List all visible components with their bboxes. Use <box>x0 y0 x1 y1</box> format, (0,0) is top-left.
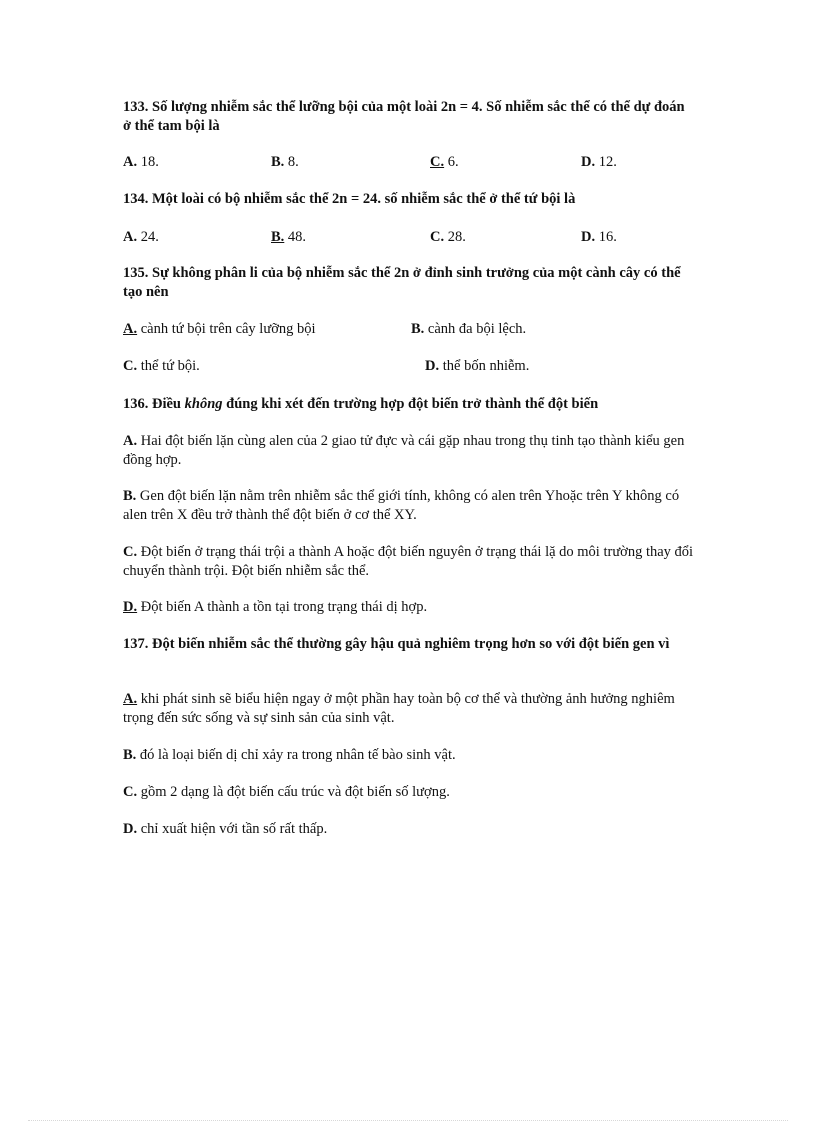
q137-option-d <box>123 820 695 839</box>
option-label: A. <box>123 433 138 449</box>
option-text: thể bốn nhiễm. <box>439 358 530 374</box>
option-text: gồm 2 dạng là đột biến cấu trúc và đột biến số lượng. <box>137 784 450 800</box>
option-text: 16. <box>595 229 617 245</box>
option-text: Hai đột biến lặn cùng alen của 2 giao tử đực và cái gặp nhau trong thụ tinh tạo thành kiểu gen đồng hợp. <box>123 433 685 468</box>
question-133-stem: 133. Số lượng nhiễm sắc thể lưỡng bội của một loài 2n = 4. Số nhiễm sắc thể có thể dự đoán ở thể tam bội là <box>123 99 685 134</box>
option-text: Đột biến ở trạng thái trội a thành A hoặc đột biến nguyên ở trạng thái lặ do môi trường thay đổi chuyển thành trội. Đột biến nhiễm sắc thể. <box>123 544 694 579</box>
option-text: 48. <box>284 229 307 245</box>
q136-option-d-answer <box>123 598 695 617</box>
option-text: 8. <box>284 154 299 170</box>
option-label: C. <box>430 229 445 245</box>
option-text: chỉ xuất hiện với tần số rất thấp. <box>137 821 328 837</box>
q137-option-b <box>123 746 695 765</box>
option-label: B. <box>123 488 137 504</box>
q137-option-a-answer <box>123 690 695 728</box>
option-label: D. <box>581 229 596 245</box>
q134-option-c <box>430 228 466 247</box>
q133-option-a <box>123 153 159 172</box>
option-text: 24. <box>137 229 159 245</box>
stem-emphasis: không <box>184 396 223 412</box>
option-label-answer: A. <box>123 691 138 707</box>
q133-option-b <box>271 153 299 172</box>
q133-option-d <box>581 153 617 172</box>
option-text: đó là loại biến dị chỉ xảy ra trong nhân tế bào sinh vật. <box>136 747 456 763</box>
page-bottom-rule <box>28 1120 788 1121</box>
option-label: A. <box>123 154 138 170</box>
option-label: D. <box>123 821 138 837</box>
option-label: C. <box>123 358 138 374</box>
stem-text: đúng khi xét đến trường hợp đột biến trở thành thể đột biến <box>222 396 599 412</box>
option-label-answer: D. <box>123 599 138 615</box>
option-label: A. <box>123 229 138 245</box>
option-label-answer: C. <box>430 154 445 170</box>
question-134-stem: 134. Một loài có bộ nhiễm sắc thể 2n = 24. số nhiễm sắc thể ở thể tứ bội là <box>123 191 576 207</box>
option-text: 12. <box>595 154 617 170</box>
option-text: Gen đột biến lặn nằm trên nhiễm sắc thể giới tính, không có alen trên Yhoặc trên Y không có alen trên X đều trở thành thể đột biến ở cơ thể XY. <box>123 488 680 523</box>
option-text: 18. <box>137 154 159 170</box>
option-label: D. <box>581 154 596 170</box>
option-text: cành đa bội lệch. <box>424 321 527 337</box>
option-text: cành tứ bội trên cây lưỡng bội <box>137 321 316 337</box>
q136-option-a <box>123 432 695 470</box>
q134-option-a <box>123 228 159 247</box>
q134-option-d <box>581 228 617 247</box>
stem-text: 136. Điều <box>123 396 185 412</box>
option-label: B. <box>271 154 285 170</box>
q133-option-c-answer <box>430 153 459 172</box>
q135-option-b <box>411 320 526 339</box>
q136-option-c <box>123 543 695 581</box>
question-137-stem: 137. Đột biến nhiễm sắc thể thường gây hậu quả nghiêm trọng hơn so với đột biến gen vì <box>123 636 670 652</box>
q135-option-c <box>123 357 200 376</box>
option-label: C. <box>123 784 138 800</box>
option-text: 28. <box>444 229 466 245</box>
q134-option-b-answer <box>271 228 306 247</box>
option-label-answer: A. <box>123 321 138 337</box>
q135-option-a-answer <box>123 320 316 339</box>
question-136-stem <box>123 395 693 414</box>
option-label: B. <box>411 321 425 337</box>
option-text: thể tứ bội. <box>137 358 200 374</box>
option-label-answer: B. <box>271 229 285 245</box>
option-label: C. <box>123 544 138 560</box>
option-label: B. <box>123 747 137 763</box>
option-text: 6. <box>444 154 459 170</box>
q136-option-b <box>123 487 695 525</box>
option-label: D. <box>425 358 440 374</box>
q135-option-d <box>425 357 529 376</box>
question-135-stem: 135. Sự không phân li của bộ nhiễm sắc thể 2n ở đỉnh sinh trưởng của một cành cây có thể tạo nên <box>123 265 681 300</box>
option-text: khi phát sinh sẽ biểu hiện ngay ở một phần hay toàn bộ cơ thể và thường ảnh hưởng nghiêm trọng đến sức sống và sự sinh sản của sinh vật. <box>123 691 675 726</box>
q137-option-c <box>123 783 695 802</box>
option-text: Đột biến A thành a tồn tại trong trạng thái dị hợp. <box>137 599 428 615</box>
